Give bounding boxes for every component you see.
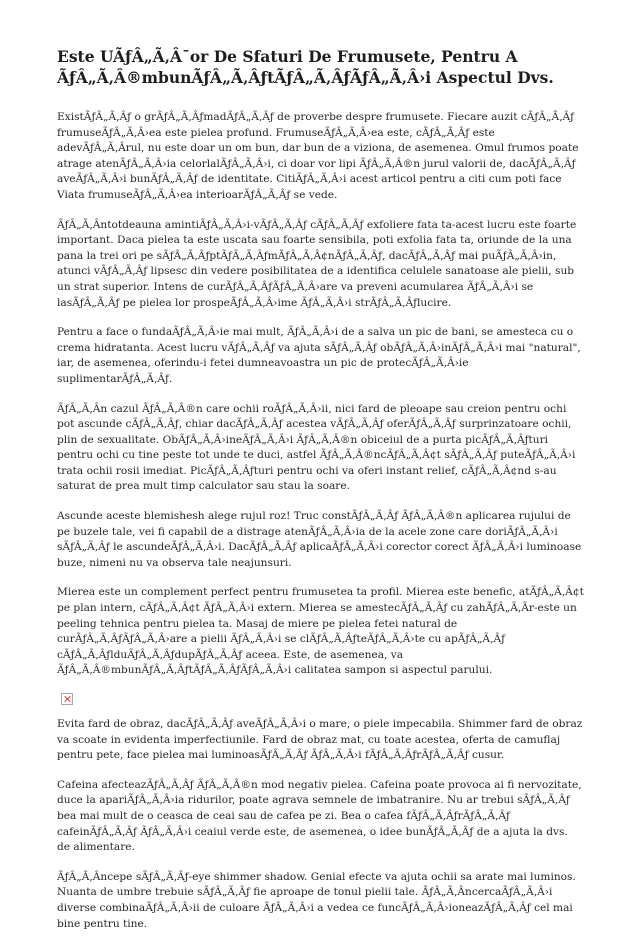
paragraph-5: Ascunde aceste blemishesh alege rujul roz! Truc constÃƒÂ„Ã‚Âƒ ÃƒÂ„Ã‚Â®n aplicarea rujului de pe buzele tale, vei fi capabil de a distrage atenÃƒÂ„Ã‚Â›ia de la acele zone care doriÃƒÂ„Ã‚Â›i sÃƒÂ„Ã‚Âƒ le ascundeÃƒÂ„Ã‚Â›i. DacÃƒÂ„Ã‚Âƒ aplicaÃƒÂ„Ã‚Â›i corector corect ÃƒÂ„Ã‚Â›i luminoase buze, nimeni nu va observa tale neajunsuri. [57,510,582,569]
paragraph-7: Evita fard de obraz, dacÃƒÂ„Ã‚Âƒ aveÃƒÂ„Ã‚Â›i o mare, o piele impecabila. Shimmer fard de obraz va scoate in evidenta imperfectiunile. Fard de obraz mat, cu toate acestea, oferta de camuflaj pentru pete, face pielea mai luminoasÃƒÂ„Ã‚Âƒ ÃƒÂ„Ã‚Â›i fÃƒÂ„Ã‚ÂƒrÃƒÂ„Ã‚Âƒ cusur. [57,718,583,762]
paragraph-8: Cafeina afecteazÃƒÂ„Ã‚Âƒ ÃƒÂ„Ã‚Â®n mod negativ pielea. Cafeina poate provoca ai fi nervozitate, duce la apariÃƒÂ„Ã‚Â›ia ridurilor, poate agrava semnele de imbatranire. Nu ar trebui sÃƒÂ„Ã‚Âƒ bea mai mult de o ceasca de ceai sau de cafea pe zi. Bea o cafea fÃƒÂ„Ã‚ÂƒrÃƒÂ„Ã‚Âƒ cafeinÃƒÂ„Ã‚Âƒ ÃƒÂ„Ã‚Â›i ceaiul verde este, de asemenea, o idee bunÃƒÂ„Ã‚Âƒ de a ajuta la dvs. de alimentare. [57,778,582,854]
paragraph-9: ÃƒÂ„Ã‚Âncepe sÃƒÂ„Ã‚Âƒ-eye shimmer shadow. Genial efecte va ajuta ochii sa arate mai luminos. Nuanta de umbre trebuie sÃƒÂ„Ã‚Âƒ fie aproape de tonul pielii tale. ÃƒÂ„Ã‚ÂncercaÃƒÂ„Ã‚Â›i diverse combinaÃƒÂ„Ã‚Â›ii de culoare ÃƒÂ„Ã‚Â›i a vedea ce funcÃƒÂ„Ã‚Â›ioneazÃƒÂ„Ã‚Âƒ cel mai bine pentru tine. [57,870,576,930]
page-title: Este UÃƒÂ„Ã‚Â¯or De Sfaturi De Frumusete, Pentru A ÃƒÂ„Ã‚Â®mbunÃƒÂ„Ã‚ÂƒtÃƒÂ„Ã‚ÂƒÃƒÂ„Ã‚Â›i Aspectul Dvs. [57,47,554,87]
paragraph-1: ExistÃƒÂ„Ã‚Âƒ o grÃƒÂ„Ã‚ÂƒmadÃƒÂ„Ã‚Âƒ de proverbe despre frumusete. Fiecare auzit cÃƒÂ„Ã‚Âƒ frumuseÃƒÂ„Ã‚Â›ea este pielea profund. FrumuseÃƒÂ„Ã‚Â›ea este, cÃƒÂ„Ã‚Âƒ este adevÃƒÂ„Ã‚Ârul, nu este doar un om bun, dar bun de a viziona, de asemenea. Omul frumos poate atrage atenÃƒÂ„Ã‚Â›ia celorlalÃƒÂ„Ã‚Â›i, ci doar vor lipi ÃƒÂ„Ã‚Â®n jurul valorii de, dacÃƒÂ„Ã‚Âƒ aveÃƒÂ„Ã‚Â›i bunÃƒÂ„Ã‚Âƒ de identitate. CitiÃƒÂ„Ã‚Â›i acest articol pentru a citi cum poti face Viata frumuseÃƒÂ„Ã‚Â›ea interioarÃƒÂ„Ã‚Âƒ se vede. [57,111,579,201]
paragraph-3: Pentru a face o fundaÃƒÂ„Ã‚Â›ie mai mult, ÃƒÂ„Ã‚Â›i de a salva un pic de bani, se amesteca cu o crema hidratanta. Acest lucru vÃƒÂ„Ã‚Âƒ va ajuta sÃƒÂ„Ã‚Âƒ obÃƒÂ„Ã‚Â›inÃƒÂ„Ã‚Â›i mai "natural", iar, de asemenea, oferindu-i fetei dumneavoastra un pic de protecÃƒÂ„Ã‚Â›ie suplimentarÃƒÂ„Ã‚Âƒ. [57,326,581,385]
paragraph-6: Mierea este un complement perfect pentru frumusetea ta profil. Mierea este benefic, atÃƒÂ„Ã‚Â¢t pe plan intern, cÃƒÂ„Ã‚Â¢t ÃƒÂ„Ã‚Â›i extern. Mierea se amestecÃƒÂ„Ã‚Âƒ cu zahÃƒÂ„Ã‚Ãr-este un peeling tehnica pentru pielea ta. Masaj de miere pe pielea fetei natural de curÃƒÂ„Ã‚ÂƒÃƒÂ„Ã‚Â›are a pielii ÃƒÂ„Ã‚Â›i se clÃƒÂ„Ã‚ÂƒteÃƒÂ„Ã‚Â›te cu apÃƒÂ„Ã‚Âƒ cÃƒÂ„Ã‚ÂƒlduÃƒÂ„Ã‚ÂƒdupÃƒÂ„Ã‚Âƒ aceea. Este, de asemenea, va ÃƒÂ„Ã‚Â®mbunÃƒÂ„Ã‚ÂƒtÃƒÂ„Ã‚ÂƒÃƒÂ„Ã‚Â›i calitatea sampon si aspectul parului. [57,586,584,677]
paragraph-2: ÃƒÂ„Ã‚Ântotdeauna amintiÃƒÂ„Ã‚Â›i-vÃƒÂ„Ã‚Âƒ cÃƒÂ„Ã‚Âƒ exfoliere fata ta-acest lucru este foarte important. Daca pielea ta este uscata sau foarte sensibila, poti exfolia fata ta, oriunde de la una pana la trei ori pe sÃƒÂ„Ã‚ÂƒptÃƒÂ„Ã‚ÂƒmÃƒÂ„Ã‚Â¢nÃƒÂ„Ã‚Âƒ, dacÃƒÂ„Ã‚Âƒ mai puÃƒÂ„Ã‚Â›in, atunci vÃƒÂ„Ã‚Âƒ lipsesc din vedere posibilitatea de a identifica celulele sanatoase ale pielii, sub un strat superior. Intens de curÃƒÂ„Ã‚ÂƒÃƒÂ„Ã‚Â›are va preveni acumularea ÃƒÂ„Ã‚Â›i se lasÃƒÂ„Ã‚Âƒ pe pielea lor prospeÃƒÂ„Ã‚Â›ime ÃƒÂ„Ã‚Â›i strÃƒÂ„Ã‚Âƒlucire. [57,218,577,309]
document-page [57,46,584,946]
broken-image-icon [61,693,73,705]
paragraph-4: ÃƒÂ„Ã‚Ân cazul ÃƒÂ„Ã‚Â®n care ochii roÃƒÂ„Ã‚Â›ii, nici fard de pleoape sau creion pentru ochi pot ascunde cÃƒÂ„Ã‚Âƒ, chiar dacÃƒÂ„Ã‚Âƒ acestea vÃƒÂ„Ã‚Âƒ oferÃƒÂ„Ã‚Âƒ surprinzatoare ochii, plin de sexualitate. ObÃƒÂ„Ã‚Â›ineÃƒÂ„Ã‚Â›i ÃƒÂ„Ã‚Â®n obiceiul de a purta picÃƒÂ„Ã‚Âƒturi pentru ochi cu tine peste tot unde te duci, astfel ÃƒÂ„Ã‚Â®ncÃƒÂ„Ã‚Â¢t sÃƒÂ„Ã‚Âƒ puteÃƒÂ„Ã‚Â›i trata ochii rosii imediat. PicÃƒÂ„Ã‚Âƒturi pentru ochi va oferi instant relief, cÃƒÂ„Ã‚Â¢nd s-au saturat de prea mult timp calculator sau stau la soare. [57,402,576,493]
